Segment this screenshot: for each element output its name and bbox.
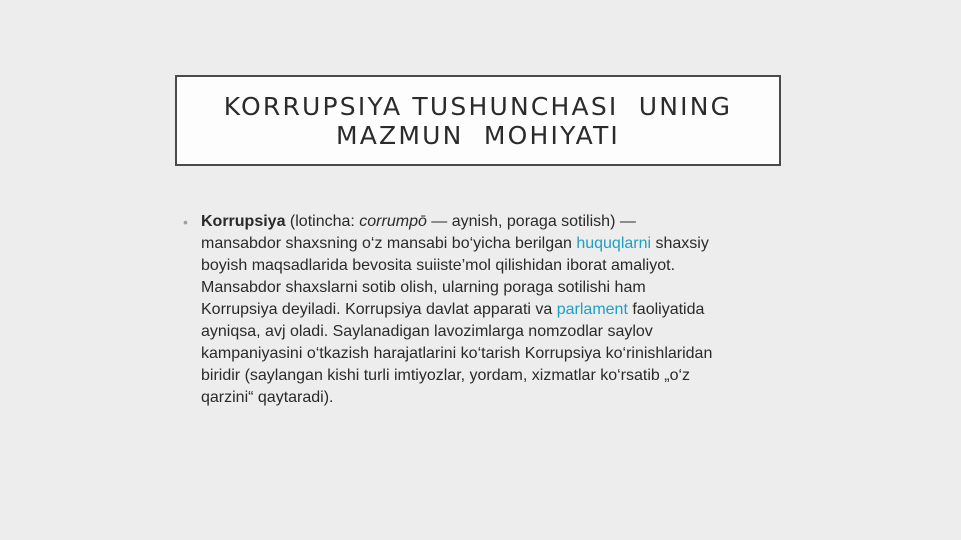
- link-parlament[interactable]: parlament: [556, 301, 628, 318]
- link-huquqlarni[interactable]: huquqlarni: [576, 235, 652, 252]
- line-1-text-a: (lotincha:: [285, 213, 360, 230]
- paragraph-line-7: kampaniyasini o‘tkazish harajatlarini ko‘tarish Korrupsiya ko‘rinishlaridan: [201, 345, 713, 362]
- title-box: [175, 75, 781, 166]
- line-5-text-a: Korrupsiya deyiladi. Korrupsiya davlat apparati va: [201, 301, 557, 318]
- term-korrupsiya: Korrupsiya: [201, 213, 286, 230]
- paragraph-line-6: ayniqsa, avj oladi. Saylanadigan lavozimlarga nomzodlar saylov: [201, 323, 653, 340]
- line-2-text-a: mansabdor shaxsning o‘z mansabi bo‘yicha berilgan: [201, 235, 577, 252]
- paragraph-line-2: [201, 233, 709, 254]
- line-5-text-b: faoliyatida: [627, 301, 705, 318]
- latin-term: corrumpō: [359, 213, 427, 230]
- title-line-2: MAZMUN MOHIYATI: [335, 120, 621, 150]
- line-1-text-b: — aynish, poraga sotilish) —: [426, 213, 636, 230]
- paragraph-line-3: boyish maqsadlarida bevosita suiiste’mol qilishidan iborat amaliyot.: [201, 257, 676, 274]
- bullet-icon: •: [183, 214, 188, 230]
- title-line-1: KORRUPSIYA TUSHUNCHASI UNING: [223, 91, 733, 121]
- paragraph-line-1: [201, 211, 636, 232]
- paragraph-line-4: Mansabdor shaxslarni sotib olish, ularning poraga sotilishi ham: [201, 279, 646, 296]
- paragraph-line-5: [201, 299, 704, 320]
- paragraph-line-8: biridir (saylangan kishi turli imtiyozlar, yordam, xizmatlar ko‘rsatib „o‘z: [201, 367, 691, 384]
- paragraph-line-9: qarzini“ qaytaradi).: [201, 389, 334, 406]
- line-2-text-b: shaxsiy: [651, 235, 709, 252]
